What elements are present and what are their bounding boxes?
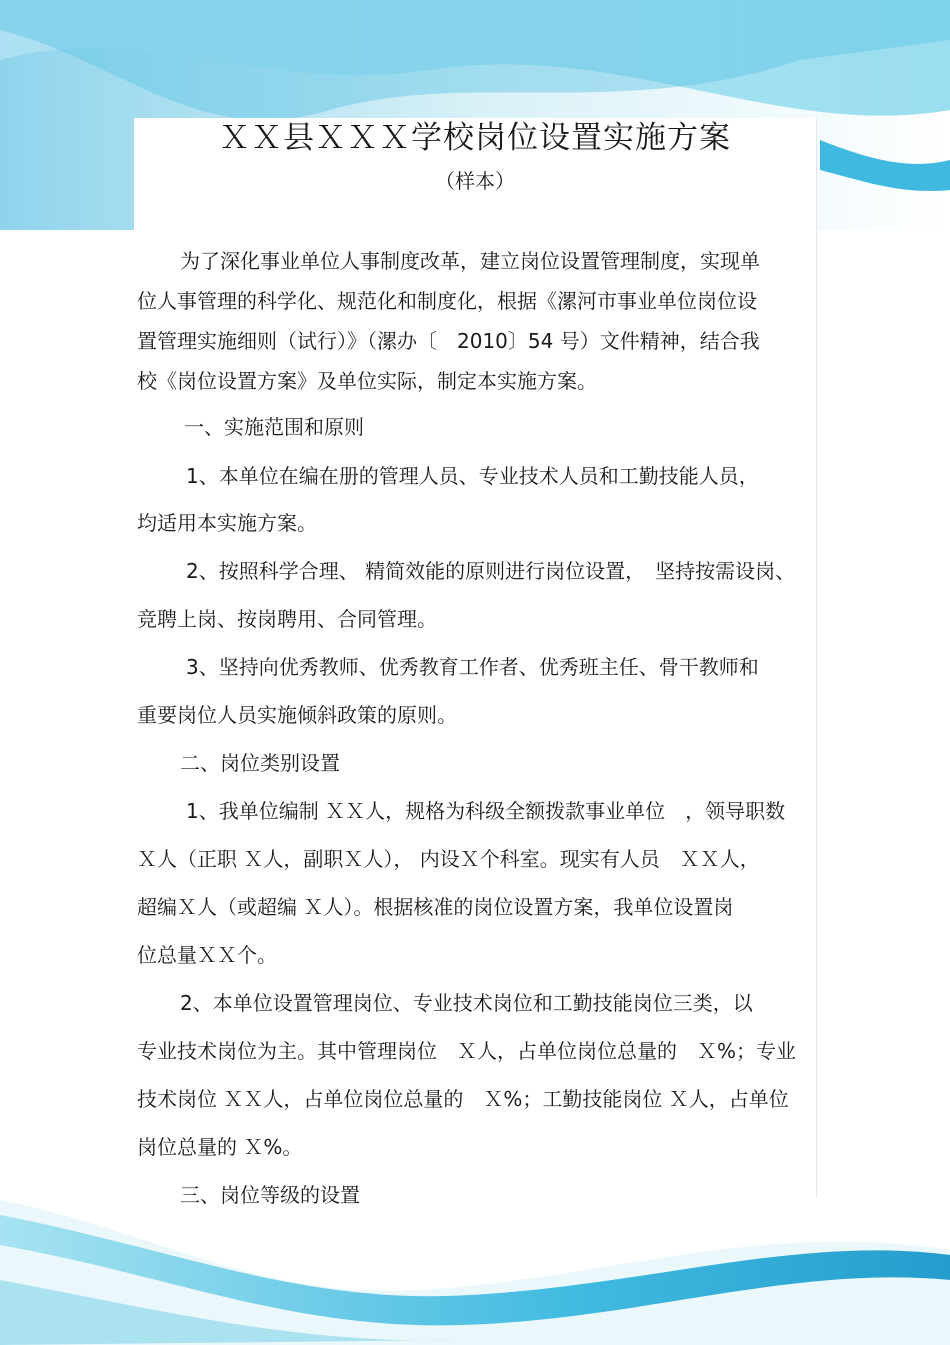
paragraph-line: 2、本单位设置管理岗位、专业技术岗位和工勤技能岗位三类，以 bbox=[180, 991, 753, 1015]
paragraph-line: 岗位总量的 Ｘ%。 bbox=[137, 1135, 303, 1159]
paragraph-line: 3、坚持向优秀教师、优秀教育工作者、优秀班主任、骨干教师和 bbox=[186, 655, 759, 679]
paragraph-line: 校《岗位设置方案》及单位实际，制定本实施方案。 bbox=[137, 369, 597, 393]
document-subtitle: （样本） bbox=[435, 169, 515, 193]
paragraph-line: 重要岗位人员实施倾斜政策的原则。 bbox=[137, 703, 457, 727]
paragraph-line: 专业技术岗位为主。其中管理岗位 Ｘ人，占单位岗位总量的 Ｘ%；专业 bbox=[137, 1039, 797, 1063]
section-heading: 一、实施范围和原则 bbox=[184, 415, 364, 439]
paragraph-line: 置管理实施细则（试行）》（漯办〔 2010〕54 号）文件精神，结合我 bbox=[137, 329, 760, 353]
paragraph-line: 位总量ＸＸ个。 bbox=[137, 943, 277, 967]
paragraph-line: 技术岗位 ＸＸ人，占单位岗位总量的 Ｘ%；工勤技能岗位 Ｘ人，占单位 bbox=[137, 1087, 789, 1111]
paragraph-line: 1、我单位编制 ＸＸ人，规格为科级全额拨款事业单位 ，领导职数 bbox=[186, 799, 786, 823]
paragraph-line: 超编Ｘ人（或超编 Ｘ人）。根据核准的岗位设置方案，我单位设置岗 bbox=[137, 895, 734, 919]
document-title: ＸＸ县ＸＸＸ学校岗位设置实施方案 bbox=[219, 120, 731, 156]
paragraph-line: 竞聘上岗、按岗聘用、合同管理。 bbox=[137, 607, 437, 631]
section-heading: 三、岗位等级的设置 bbox=[180, 1183, 360, 1207]
section-heading: 二、岗位类别设置 bbox=[180, 751, 340, 775]
paragraph-line: 为了深化事业单位人事制度改革，建立岗位设置管理制度，实现单 bbox=[180, 249, 760, 273]
paragraph-line: Ｘ人（正职 Ｘ人，副职Ｘ人）， 内设Ｘ个科室。现实有人员 ＸＸ人， bbox=[137, 847, 760, 871]
paragraph-line: 位人事管理的科学化、规范化和制度化，根据《漯河市事业单位岗位设 bbox=[137, 289, 757, 313]
paragraph-line: 均适用本实施方案。 bbox=[137, 511, 317, 535]
paragraph-line: 2、按照科学合理、 精简效能的原则进行岗位设置， 坚持按需设岗、 bbox=[186, 559, 796, 583]
paragraph-line: 1、本单位在编在册的管理人员、专业技术人员和工勤技能人员， bbox=[186, 464, 759, 488]
